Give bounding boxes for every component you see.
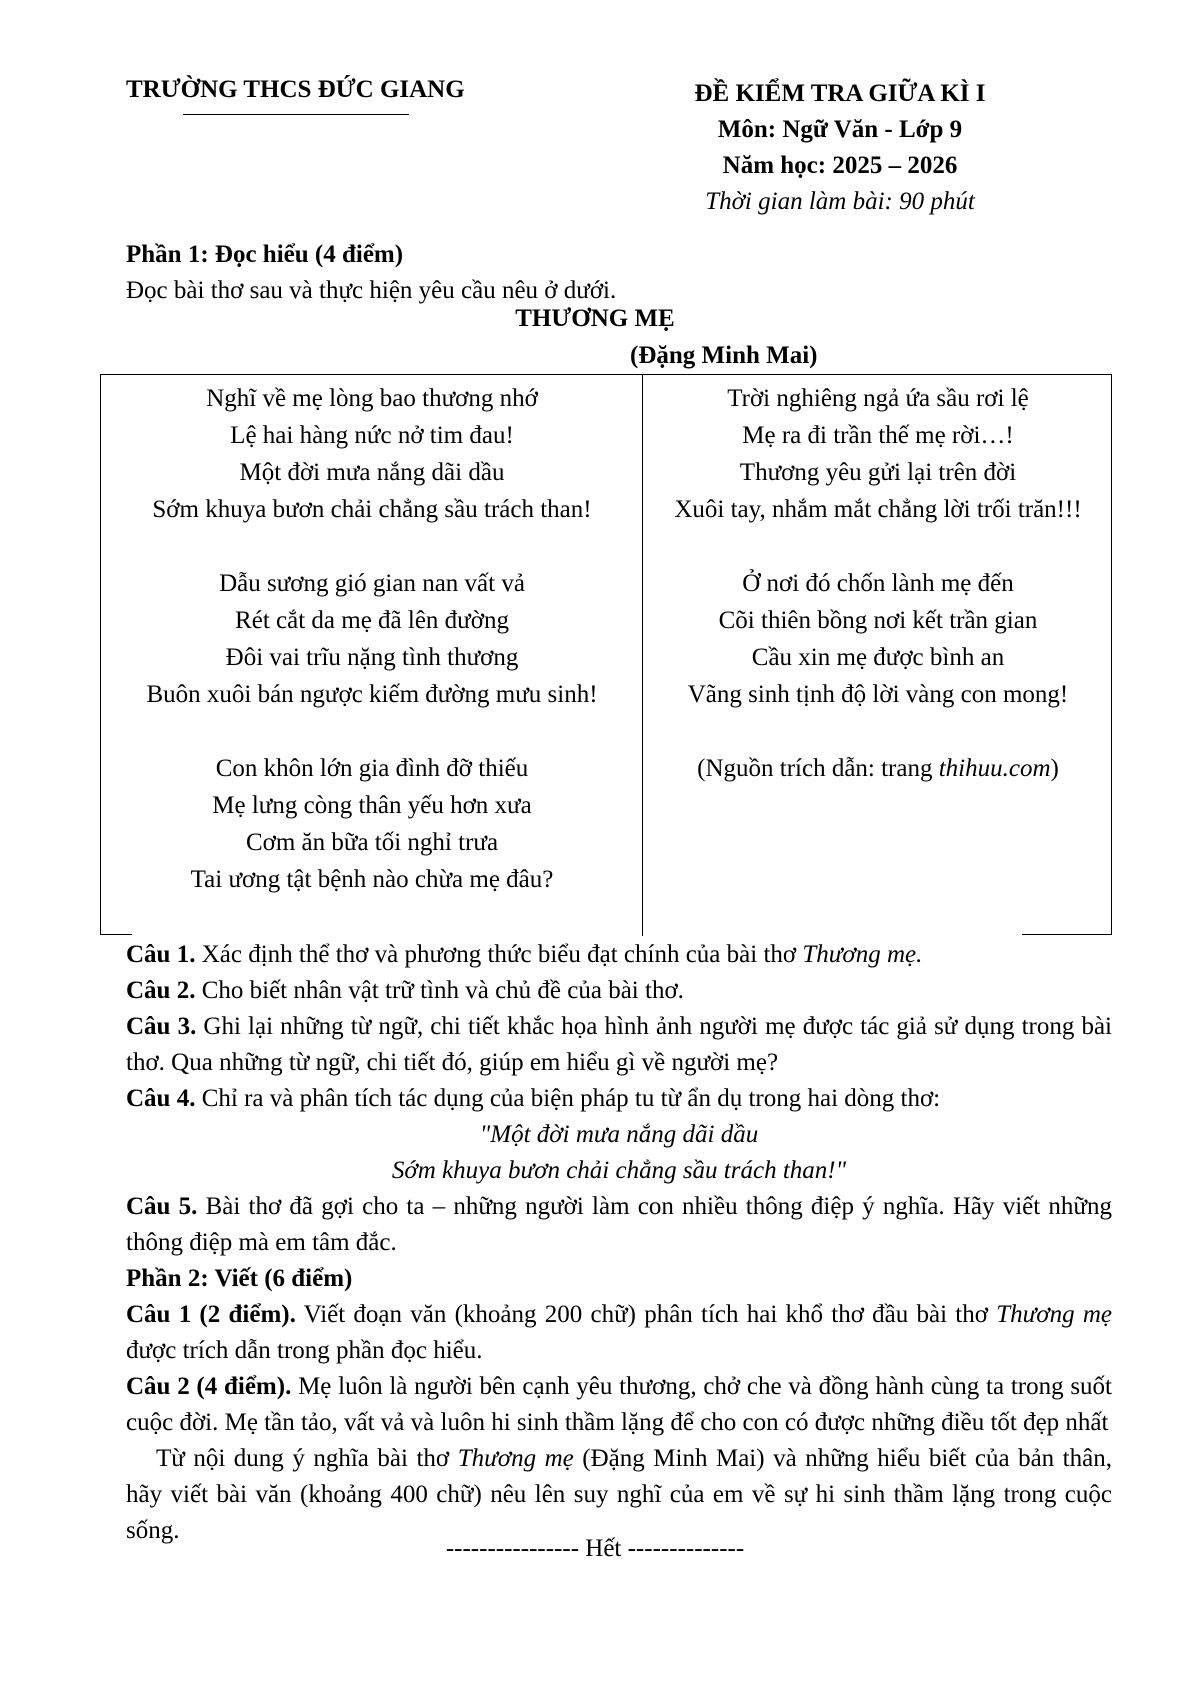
poem-line: Nghĩ về mẹ lòng bao thương nhớ: [206, 385, 538, 412]
poem-line: Ở nơi đó chốn lành mẹ đến: [742, 570, 1014, 597]
poem-line: Lệ hai hàng nức nở tim đau!: [230, 422, 514, 449]
poem-line: Đôi vai trĩu nặng tình thương: [225, 644, 519, 671]
part1-heading: Phần 1: Đọc hiểu (4 điểm): [126, 241, 404, 268]
poem-line: Cõi thiên bồng nơi kết trần gian: [718, 607, 1038, 634]
poem-stanza: [104, 750, 640, 898]
poem-stanza: [648, 380, 1108, 528]
quote-line: "Một đời mưa nắng dãi dầu: [479, 1121, 759, 1148]
poem-line: Xuôi tay, nhắm mắt chẳng lời trối trăn!!!: [674, 496, 1082, 523]
question-4: Câu 4. Chỉ ra và phân tích tác dụng của biện pháp tu từ ẩn dụ trong hai dòng thơ:: [126, 1085, 941, 1112]
source-site: thihuu.com: [938, 755, 1051, 782]
poem-line: Một đời mưa nắng dãi dầu: [239, 459, 505, 486]
question-3: Câu 3. Ghi lại những từ ngữ, chi tiết khắc họa hình ảnh người mẹ được tác giả sử dụng trong bài thơ. Qua những từ ngữ, chi tiết đó, giúp em hiểu gì về người mẹ?: [126, 1013, 1112, 1076]
part1-intro: [126, 237, 1112, 309]
poem-right-column: [648, 380, 1108, 787]
poem-line: Tai ương tật bệnh nào chừa mẹ đâu?: [190, 866, 554, 893]
question-5: Câu 5. Bài thơ đã gợi cho ta – những người làm con nhiều thông điệp ý nghĩa. Hãy viết những thông điệp mà em tâm đắc.: [126, 1193, 1112, 1256]
poem-line: Rét cắt da mẹ đã lên đường: [235, 607, 509, 634]
question-2: Câu 2. Cho biết nhân vật trữ tình và chủ đề của bài thơ.: [126, 977, 684, 1004]
poem-source: (Nguồn trích dẫn: trang thihuu.com): [697, 755, 1059, 782]
poem-stanza: [104, 380, 640, 528]
poem-line: Cầu xin mẹ được bình an: [751, 644, 1005, 671]
poem-line: Cơm ăn bữa tối nghỉ trưa: [245, 829, 499, 856]
school-underline: [183, 114, 409, 115]
poem-line: Trời nghiêng ngả ứa sầu rơi lệ: [727, 385, 1029, 412]
poem-line: Dẫu sương gió gian nan vất vả: [219, 570, 525, 597]
poem-left-column: [104, 380, 640, 935]
poem-line: Sớm khuya bươn chải chẳng sầu trách than!: [152, 496, 592, 523]
exam-title: ĐỀ KIỂM TRA GIỮA KÌ I: [694, 80, 986, 107]
exam-year: Năm học: 2025 – 2026: [722, 152, 958, 179]
part1-instruction: Đọc bài thơ sau và thực hiện yêu cầu nêu ở dưới.: [126, 277, 617, 304]
poem-line: Mẹ ra đi trần thế mẹ rời…!: [742, 422, 1014, 449]
poem-stanza: [104, 565, 640, 713]
poem-line: Buôn xuôi bán ngược kiếm đường mưu sinh!: [146, 681, 598, 708]
end-marker: ---------------- Hết --------------: [445, 1535, 745, 1562]
exam-header: [640, 76, 1040, 220]
poem-line: Mẹ lưng còng thân yếu hơn xưa: [212, 792, 532, 819]
part1-questions: [126, 937, 1112, 1549]
writing-question-2: Câu 2 (4 điểm). Mẹ luôn là người bên cạnh yêu thương, chở che và đồng hành cùng ta trong suốt cuộc đời. Mẹ tần tảo, vất vả và luôn hi sinh thầm lặng để cho con có được những điều tốt đẹp nhất: [126, 1373, 1112, 1436]
poem-line: Con khôn lớn gia đình đỡ thiếu: [215, 755, 529, 782]
exam-duration: Thời gian làm bài: 90 phút: [705, 188, 975, 215]
writing-question-2-task: Từ nội dung ý nghĩa bài thơ Thương mẹ (Đặng Minh Mai) và những hiểu biết của bản thân, hãy viết bài văn (khoảng 400 chữ) nêu lên suy nghĩ của em về sự hi sinh thầm lặng trong cuộc sống.: [126, 1445, 1112, 1544]
poem-line: Vãng sinh tịnh độ lời vàng con mong!: [687, 681, 1069, 708]
poem-author: (Đặng Minh Mai): [630, 342, 818, 369]
poem-line: Thương yêu gửi lại trên đời: [739, 459, 1017, 486]
exam-subject: Môn: Ngữ Văn - Lớp 9: [717, 116, 963, 143]
writing-question-1: Câu 1 (2 điểm). Viết đoạn văn (khoảng 200 chữ) phân tích hai khổ thơ đầu bài thơ Thương mẹ được trích dẫn trong phần đọc hiểu.: [126, 1301, 1112, 1364]
quote-line: Sớm khuya bươn chải chẳng sầu trách than!": [391, 1157, 847, 1184]
poem-table: [100, 374, 1112, 936]
part2-heading: Phần 2: Viết (6 điểm): [126, 1265, 353, 1292]
poem-title: THƯƠNG MẸ: [515, 305, 675, 332]
school-name: TRƯỜNG THCS ĐỨC GIANG: [126, 76, 516, 104]
question-1: Câu 1. Xác định thể thơ và phương thức biểu đạt chính của bài thơ Thương mẹ.: [126, 941, 923, 968]
poem-stanza: [648, 565, 1108, 713]
